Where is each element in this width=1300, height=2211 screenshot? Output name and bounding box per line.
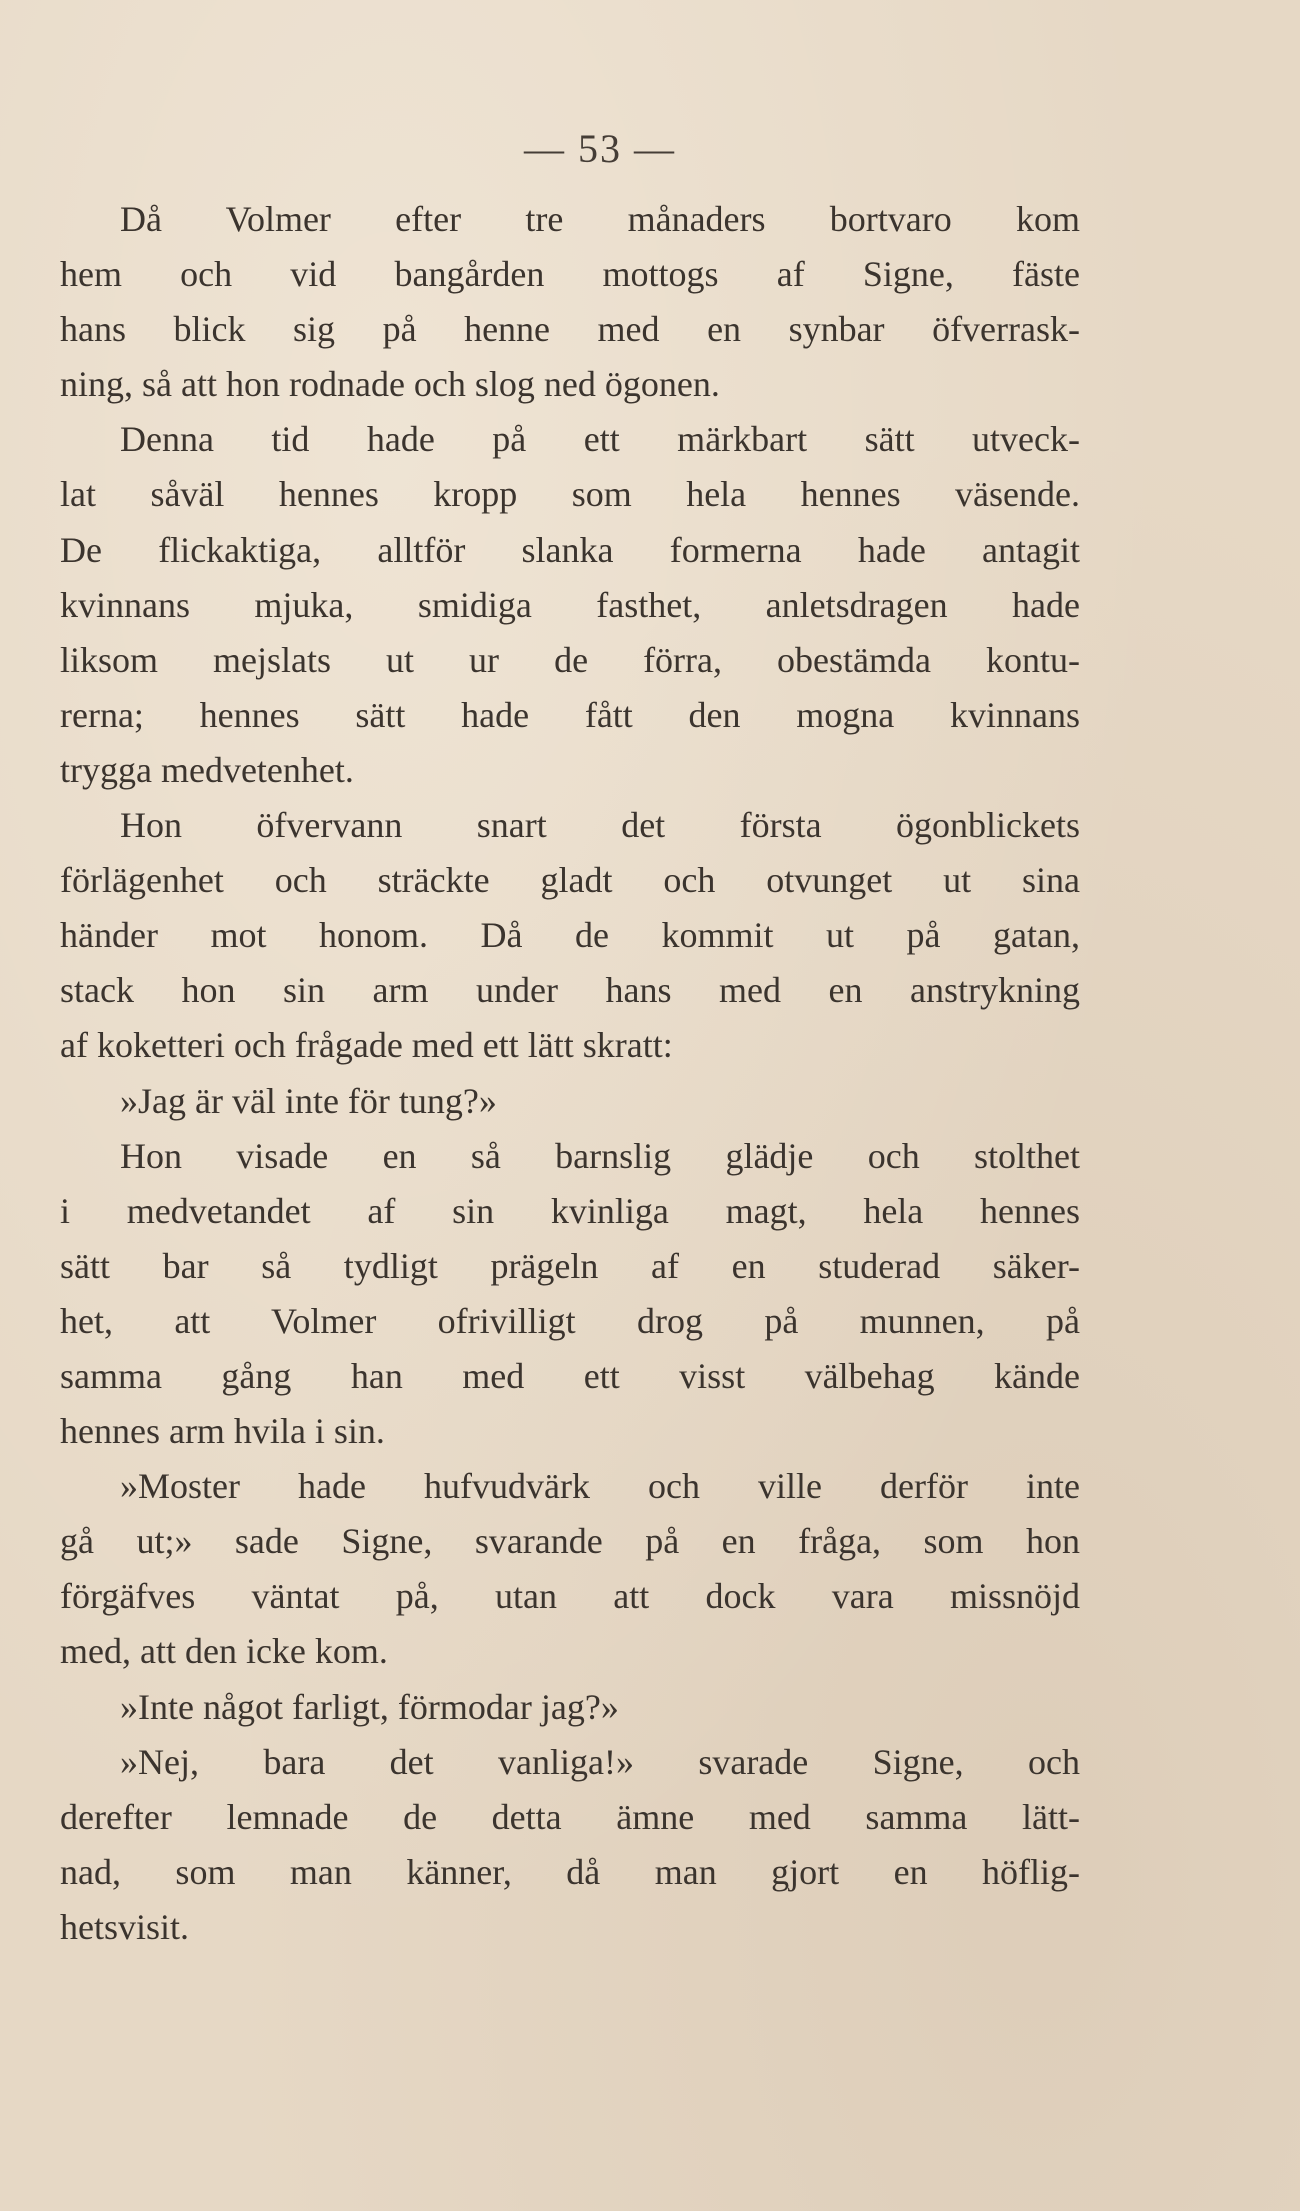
text-line: stack hon sin arm under hans med en anstrykning xyxy=(60,970,1080,1011)
text-line: »Nej, bara det vanliga!» svarade Signe, och xyxy=(120,1741,1080,1782)
text-line: rerna; hennes sätt hade fått den mogna kvinnans xyxy=(60,694,1080,735)
text-line: förgäfves väntat på, utan att dock vara missnöjd xyxy=(60,1576,1080,1617)
text-line: gå ut;» sade Signe, svarande på en fråga, som hon xyxy=(60,1521,1080,1562)
text-line: händer mot honom. Då de kommit ut på gatan, xyxy=(60,915,1080,956)
text-line: sätt bar så tydligt prägeln af en studerad säker- xyxy=(60,1245,1080,1286)
body-text xyxy=(60,192,1080,1955)
text-line: Då Volmer efter tre månaders bortvaro kom xyxy=(120,199,1080,239)
text-line: med, att den icke kom. xyxy=(60,1631,388,1672)
page-number: — 53 — xyxy=(524,126,676,171)
text-line: »Moster hade hufvudvärk och ville derför inte xyxy=(120,1466,1080,1507)
text-line: Hon öfvervann snart det första ögonblickets xyxy=(120,805,1080,846)
text-line: af koketteri och frågade med ett lätt skratt: xyxy=(60,1025,673,1066)
text-line: hetsvisit. xyxy=(60,1906,190,1947)
text-line: het, att Volmer ofrivilligt drog på munnen, på xyxy=(60,1300,1080,1341)
text-line: hem och vid bangården mottogs af Signe, fäste xyxy=(60,254,1080,295)
text-line: i medvetandet af sin kvinliga magt, hela hennes xyxy=(60,1190,1080,1231)
text-line: De flickaktiga, alltför slanka formerna hade antagit xyxy=(60,529,1080,570)
text-line: Hon visade en så barnslig glädje och stolthet xyxy=(120,1135,1080,1176)
text-line: »Inte något farligt, förmodar jag?» xyxy=(120,1686,619,1727)
text-line: förlägenhet och sträckte gladt och otvunget ut sina xyxy=(60,860,1080,901)
text-line: lat såväl hennes kropp som hela hennes väsende. xyxy=(60,474,1080,515)
text-line: hans blick sig på henne med en synbar öfverrask- xyxy=(60,309,1080,350)
text-line: Denna tid hade på ett märkbart sätt utveck- xyxy=(120,419,1080,460)
text-line: nad, som man känner, då man gjort en höflig- xyxy=(60,1851,1080,1892)
text-line: derefter lemnade de detta ämne med samma lätt- xyxy=(60,1796,1080,1837)
text-line: hennes arm hvila i sin. xyxy=(60,1411,385,1452)
text-line: kvinnans mjuka, smidiga fasthet, anletsdragen hade xyxy=(60,584,1080,625)
text-line: ning, så att hon rodnade och slog ned ögonen. xyxy=(60,364,720,405)
text-line: samma gång han med ett visst välbehag kände xyxy=(60,1355,1080,1396)
text-line: »Jag är väl inte för tung?» xyxy=(120,1080,497,1121)
text-line: trygga medvetenhet. xyxy=(60,749,354,790)
text-line: liksom mejslats ut ur de förra, obestämda kontu- xyxy=(60,639,1080,680)
